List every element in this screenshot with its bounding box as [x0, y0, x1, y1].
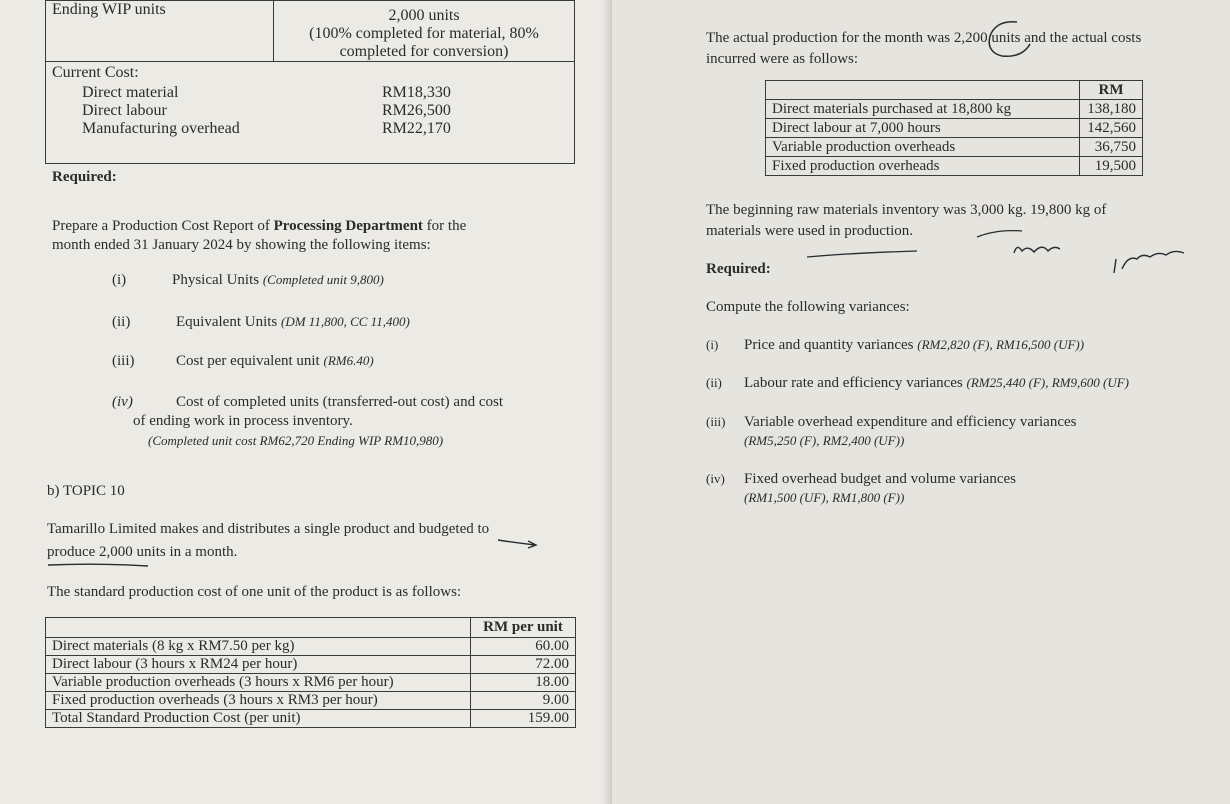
instruction-line-2: month ended 31 January 2024 by showing the following items:	[52, 237, 431, 253]
list-item-continued: of ending work in process inventory.	[133, 413, 353, 429]
right-page	[612, 0, 1230, 804]
wip-cost-row: Direct labour RM26,500	[82, 102, 451, 119]
inventory-line-1: The beginning raw materials inventory was 3,000 kg. 19,800 kg of	[706, 202, 1107, 218]
list-item: (iv) Cost of completed units (transferred-out cost) and cost	[112, 394, 503, 410]
wip-cost-row: Direct material RM18,330	[82, 84, 451, 101]
wip-units-value: 2,000 units (100% completed for material, 80% completed for conversion)	[274, 1, 575, 62]
variance-item: (iii) Variable overhead expenditure and efficiency variances	[706, 414, 1077, 430]
variance-hint: (RM5,250 (F), RM2,400 (UF))	[744, 433, 905, 448]
actual-cost-table	[765, 80, 1143, 176]
act-table-header: RM	[1080, 81, 1143, 100]
wip-units-label: Ending WIP units	[46, 1, 274, 62]
table-row: Direct materials purchased at 18,800 kg 138,180	[766, 100, 1143, 119]
variance-item: (i) Price and quantity variances (RM2,820 (F), RM16,500 (UF))	[706, 337, 1085, 353]
variance-hint: (RM1,500 (UF), RM1,800 (F))	[744, 490, 905, 505]
actual-production-line-1: The actual production for the month was 2,200 units and the actual costs	[706, 30, 1142, 46]
standard-cost-intro: The standard production cost of one unit of the product is as follows:	[47, 584, 462, 600]
variance-item: (ii) Labour rate and efficiency variances (RM25,440 (F), RM9,600 (UF)	[706, 375, 1129, 391]
table-row: Fixed production overheads (3 hours x RM3 per hour) 9.00	[46, 692, 576, 710]
handwritten-notes	[792, 225, 1212, 285]
list-item: (ii) Equivalent Units (DM 11,800, CC 11,400)	[112, 314, 410, 330]
variance-item: (iv) Fixed overhead budget and volume variances	[706, 471, 1016, 487]
std-table-header: RM per unit	[471, 618, 576, 638]
topic-line-2: produce 2,000 units in a month.	[47, 544, 238, 560]
required-heading: Required:	[52, 169, 117, 185]
standard-cost-table	[45, 617, 576, 728]
table-row: Direct labour (3 hours x RM24 per hour) 72.00	[46, 656, 576, 674]
ending-wip-table	[45, 0, 575, 164]
table-row: Total Standard Production Cost (per unit) 159.00	[46, 710, 576, 728]
table-row: Direct labour at 7,000 hours 142,560	[766, 119, 1143, 138]
topic-heading: b) TOPIC 10	[47, 483, 125, 499]
pen-circle-mark	[982, 14, 1042, 74]
instruction-line-1: Prepare a Production Cost Report of Processing Department for the	[52, 218, 467, 234]
table-row: Variable production overheads (3 hours x RM6 per hour) 18.00	[46, 674, 576, 692]
topic-line-1: Tamarillo Limited makes and distributes a single product and budgeted to	[47, 521, 490, 537]
table-row: Variable production overheads 36,750	[766, 138, 1143, 157]
current-cost-cell: Current Cost: Direct material RM18,330 Direct labour RM26,500 Manufacturing overhead RM22,170	[46, 62, 575, 164]
table-row: Direct materials (8 kg x RM7.50 per kg) 60.00	[46, 638, 576, 656]
required-heading-right: Required:	[706, 261, 771, 277]
list-item-hint: (Completed unit cost RM62,720 Ending WIP RM10,980)	[148, 433, 444, 448]
inventory-line-2: materials were used in production.	[706, 223, 914, 239]
list-item: (iii) Cost per equivalent unit (RM6.40)	[112, 353, 374, 369]
table-row: Fixed production overheads 19,500	[766, 157, 1143, 176]
left-page	[0, 0, 612, 804]
list-item: (i) Physical Units (Completed unit 9,800)	[112, 272, 384, 288]
actual-production-line-2: incurred were as follows:	[706, 51, 859, 67]
pen-underline-marks	[40, 535, 600, 575]
wip-cost-row: Manufacturing overhead RM22,170	[82, 120, 451, 137]
compute-line: Compute the following variances:	[706, 299, 910, 315]
